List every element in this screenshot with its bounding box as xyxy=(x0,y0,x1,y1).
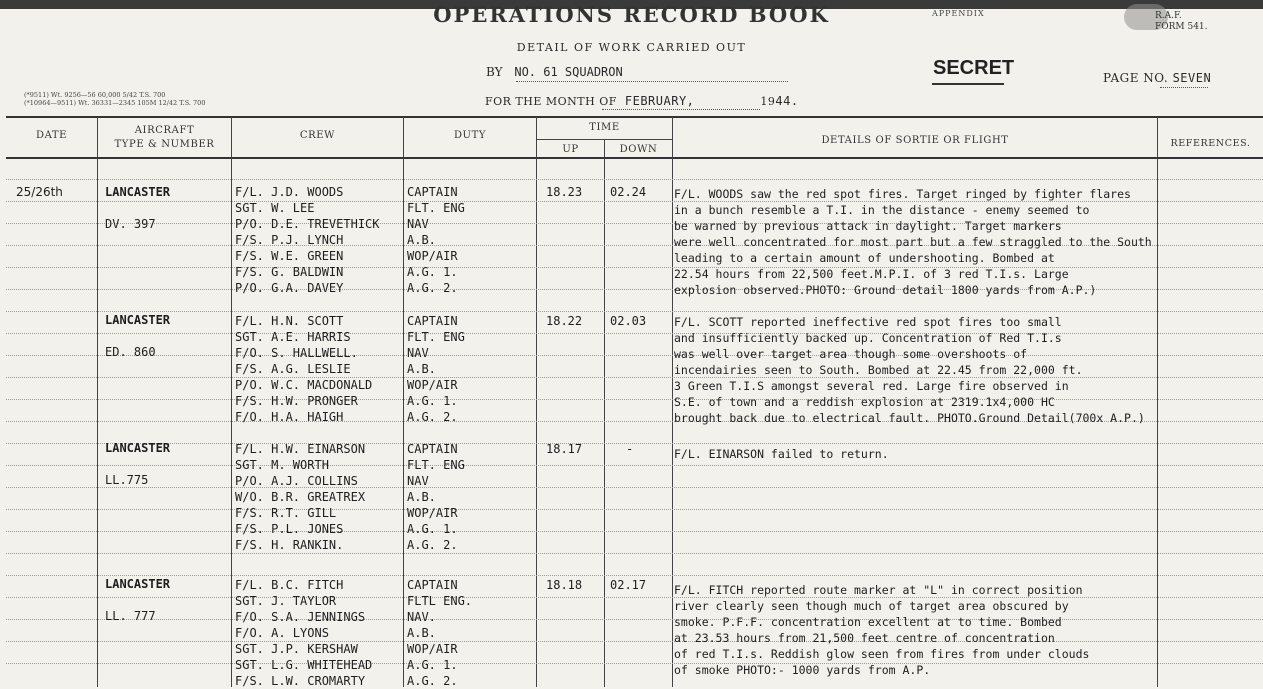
details-line: of smoke PHOTO:- 1000 yards from A.P. xyxy=(674,663,931,677)
page-label: PAGE NO. xyxy=(1103,71,1169,85)
col-header-aircraft xyxy=(98,124,231,152)
classification-stamp: SECRET xyxy=(933,57,1015,79)
duty-list xyxy=(407,577,472,689)
crew-member: F/S. R.T. GILL xyxy=(235,506,337,520)
crew-member: W/O. B.R. GREATREX xyxy=(235,490,366,504)
row-rule xyxy=(6,553,1263,554)
aircraft-type: LANCASTER xyxy=(105,577,171,591)
details-line: of red T.I.s. Reddish glow seen from fires from under clouds xyxy=(674,647,1090,661)
classification-underline xyxy=(932,83,1004,85)
duty-item: A.G. 1. xyxy=(407,522,458,536)
duty-item: A.G. 2. xyxy=(407,281,458,295)
duty-list xyxy=(407,313,465,425)
crew-list xyxy=(235,577,372,689)
sortie-details xyxy=(674,446,889,462)
form-label-line2: FORM 541. xyxy=(1155,22,1208,32)
duty-list xyxy=(407,441,465,553)
time-up: 18.22 xyxy=(546,314,583,328)
duty-item: A.B. xyxy=(407,233,436,247)
duty-item: NAV. xyxy=(407,610,436,624)
details-line: F/L. FITCH reported route marker at "L" in correct position xyxy=(674,583,1083,597)
details-line: river clearly seen though much of target area obscured by xyxy=(674,599,1069,613)
page-title: OPERATIONS RECORD BOOK xyxy=(433,2,830,27)
details-line: smoke. P.F.F. concentration excellent at to time. Bombed xyxy=(674,615,1062,629)
row-rule xyxy=(6,311,1263,312)
page-value: SEVEN xyxy=(1172,71,1212,85)
col-divider-aircraft xyxy=(231,117,232,687)
col-header-details: DETAILS OF SORTIE OR FLIGHT xyxy=(821,135,1009,146)
details-line: incendairies seen to South. Bombed at 22.45 from 22,000 ft. xyxy=(674,363,1083,377)
details-line: leading to a certain amount of undershooting. Bombed at xyxy=(674,251,1055,265)
duty-item: A.G. 2. xyxy=(407,410,458,424)
crew-member: P/O. A.J. COLLINS xyxy=(235,474,358,488)
col-header-crew: CREW xyxy=(299,130,336,141)
col-header-down: DOWN xyxy=(619,144,658,155)
duty-item: A.G. 2. xyxy=(407,538,458,552)
col-header-up: UP xyxy=(562,144,579,155)
col-divider-duty xyxy=(536,117,537,687)
aircraft-type: LANCASTER xyxy=(105,185,171,199)
crew-member: SGT. J. TAYLOR xyxy=(235,594,337,608)
squadron-value: NO. 61 SQUADRON xyxy=(514,65,623,79)
crew-member: P/O. W.C. MACDONALD xyxy=(235,378,373,392)
details-line: be warned by previous attack in daylight. Target markers xyxy=(674,219,1062,233)
crew-member: SGT. M. WORTH xyxy=(235,458,329,472)
duty-item: FLT. ENG xyxy=(407,201,465,215)
details-line: F/L. WOODS saw the red spot fires. Target ringed by fighter flares xyxy=(674,187,1131,201)
squadron-line xyxy=(486,65,623,79)
by-label: BY xyxy=(486,65,503,79)
col-header-references: REFERENCES. xyxy=(1170,138,1251,149)
time-up: 18.23 xyxy=(546,185,583,199)
details-line: at 23.53 hours from 21,500 feet centre of concentration xyxy=(674,631,1055,645)
col-header-duty: DUTY xyxy=(453,130,487,141)
aircraft-type: LANCASTER xyxy=(105,313,171,327)
details-line: and insufficiently backed up. Concentration of Red T.I.s xyxy=(674,331,1062,345)
page-underline xyxy=(1160,87,1208,88)
aircraft-number: DV. 397 xyxy=(105,217,156,231)
duty-item: A.B. xyxy=(407,490,436,504)
crew-member: P/O. D.E. TREVETHICK xyxy=(235,217,380,231)
crew-member: F/L. H.N. SCOTT xyxy=(235,314,344,328)
month-underline xyxy=(602,109,760,110)
row-rule xyxy=(6,487,1263,488)
details-line: were well concentrated for most part but a few straggled to the South xyxy=(674,235,1152,249)
row-rule xyxy=(6,465,1263,466)
col-divider-down xyxy=(672,117,673,687)
row-rule xyxy=(6,179,1263,180)
duty-item: A.B. xyxy=(407,362,436,376)
print-line-2: (*10964—9511) Wt. 36331—2345 105M 12/42 T.S. 700 xyxy=(24,99,206,107)
duty-item: NAV xyxy=(407,346,429,360)
crew-member: F/L. J.D. WOODS xyxy=(235,185,344,199)
sortie-details xyxy=(674,582,1089,678)
crew-list xyxy=(235,184,380,296)
duty-item: NAV xyxy=(407,217,429,231)
duty-item: NAV xyxy=(407,474,429,488)
col-header-aircraft-line2: TYPE & NUMBER xyxy=(114,139,215,150)
time-down: 02.17 xyxy=(610,578,647,592)
row-rule xyxy=(6,531,1263,532)
duty-item: FLT. ENG xyxy=(407,458,465,472)
duty-item: CAPTAIN xyxy=(407,314,458,328)
crew-member: SGT. A.E. HARRIS xyxy=(235,330,351,344)
duty-list xyxy=(407,184,465,296)
crew-member: SGT. L.G. WHITEHEAD xyxy=(235,658,373,672)
crew-member: F/S. G. BALDWIN xyxy=(235,265,344,279)
crew-member: F/O. S.A. JENNINGS xyxy=(235,610,366,624)
table-top-rule xyxy=(6,116,1263,118)
crew-member: F/S. H.W. PRONGER xyxy=(235,394,358,408)
aircraft-number: ED. 860 xyxy=(105,345,156,359)
duty-item: A.G. 1. xyxy=(407,265,458,279)
year-prefix: 19 xyxy=(760,95,776,108)
crew-member: F/S. A.G. LESLIE xyxy=(235,362,351,376)
aircraft-type: LANCASTER xyxy=(105,441,171,455)
duty-item: A.B. xyxy=(407,626,436,640)
crew-member: F/O. S. HALLWELL. xyxy=(235,346,358,360)
crew-member: F/L. B.C. FITCH xyxy=(235,578,344,592)
squadron-underline xyxy=(516,81,788,82)
crew-member: SGT. W. LEE xyxy=(235,201,315,215)
duty-item: WOP/AIR xyxy=(407,642,458,656)
time-down: - xyxy=(626,442,634,456)
duty-item: A.G. 1. xyxy=(407,394,458,408)
duty-item: A.G. 2. xyxy=(407,674,458,688)
page-number xyxy=(1103,71,1211,85)
crew-list xyxy=(235,441,365,553)
details-line: 22.54 hours from 22,500 feet.M.P.I. of 3 red T.I.s. Large xyxy=(674,267,1069,281)
row-rule xyxy=(6,575,1263,576)
details-line: S.E. of town and a reddish explosion at 2319.1x4,000 HC xyxy=(674,395,1055,409)
print-line-1: (*9511) Wt. 9256—56 60,000 5/42 T.S. 700 xyxy=(24,91,166,99)
duty-item: CAPTAIN xyxy=(407,442,458,456)
crew-member: F/L. H.W. EINARSON xyxy=(235,442,366,456)
crew-member: F/S. P.L. JONES xyxy=(235,522,344,536)
form-label-line1: R.A.F. xyxy=(1155,11,1182,21)
duty-item: WOP/AIR xyxy=(407,506,458,520)
details-line: 3 Green T.I.S amongst several red. Large fire observed in xyxy=(674,379,1069,393)
print-reference xyxy=(24,91,205,107)
details-line: brought back due to electrical fault. PHOTO.Ground Detail(700x A.P.) xyxy=(674,411,1145,425)
month-line xyxy=(485,94,799,108)
time-down: 02.24 xyxy=(610,185,647,199)
aircraft-number: LL. 777 xyxy=(105,609,156,623)
crew-member: F/S. W.E. GREEN xyxy=(235,249,344,263)
year-value: 44. xyxy=(775,94,799,108)
col-divider-crew xyxy=(403,117,404,687)
duty-item: A.G. 1. xyxy=(407,658,458,672)
col-header-time: TIME xyxy=(589,122,620,133)
col-divider-details xyxy=(1157,117,1158,687)
appendix-label: APPENDIX xyxy=(932,9,985,18)
crew-member: F/S. L.W. CROMARTY xyxy=(235,674,366,688)
duty-item: WOP/AIR xyxy=(407,249,458,263)
crew-member: F/O. H.A. HAIGH xyxy=(235,410,344,424)
details-line: was well over target area though some overshoots of xyxy=(674,347,1028,361)
page-subtitle: DETAIL OF WORK CARRIED OUT xyxy=(516,41,747,54)
aircraft-number: LL.775 xyxy=(105,473,149,487)
month-value: FEBRUARY, xyxy=(624,94,695,108)
col-divider-up xyxy=(604,139,605,687)
row-rule xyxy=(6,443,1263,444)
row-rule xyxy=(6,509,1263,510)
duty-item: CAPTAIN xyxy=(407,578,458,592)
details-line: explosion observed.PHOTO: Ground detail 1800 yards from A.P.) xyxy=(674,283,1097,297)
duty-item: WOP/AIR xyxy=(407,378,458,392)
details-line: F/L. EINARSON failed to return. xyxy=(674,447,889,461)
time-down: 02.03 xyxy=(610,314,647,328)
date-cell: 25/26th xyxy=(16,185,63,199)
crew-member: F/S. P.J. LYNCH xyxy=(235,233,344,247)
duty-item: CAPTAIN xyxy=(407,185,458,199)
crew-member: F/O. A. LYONS xyxy=(235,626,329,640)
crew-member: P/O. G.A. DAVEY xyxy=(235,281,344,295)
sortie-details xyxy=(674,314,1145,426)
time-up: 18.18 xyxy=(546,578,583,592)
month-label: FOR THE MONTH OF xyxy=(485,95,617,108)
form-label xyxy=(1155,11,1208,33)
crew-list xyxy=(235,313,372,425)
col-header-aircraft-line1: AIRCRAFT xyxy=(134,125,195,136)
col-header-date: DATE xyxy=(35,130,68,141)
crew-member: SGT. J.P. KERSHAW xyxy=(235,642,358,656)
details-line: F/L. SCOTT reported ineffective red spot fires too small xyxy=(674,315,1062,329)
time-up: 18.17 xyxy=(546,442,583,456)
duty-item: FLT. ENG xyxy=(407,330,465,344)
duty-item: FLTL ENG. xyxy=(407,594,473,608)
sortie-details xyxy=(674,186,1152,298)
col-divider-date xyxy=(97,117,98,687)
table-header-rule xyxy=(6,157,1263,159)
crew-member: F/S. H. RANKIN. xyxy=(235,538,344,552)
details-line: in a bunch resemble a T.I. in the distance - enemy seemed to xyxy=(674,203,1090,217)
